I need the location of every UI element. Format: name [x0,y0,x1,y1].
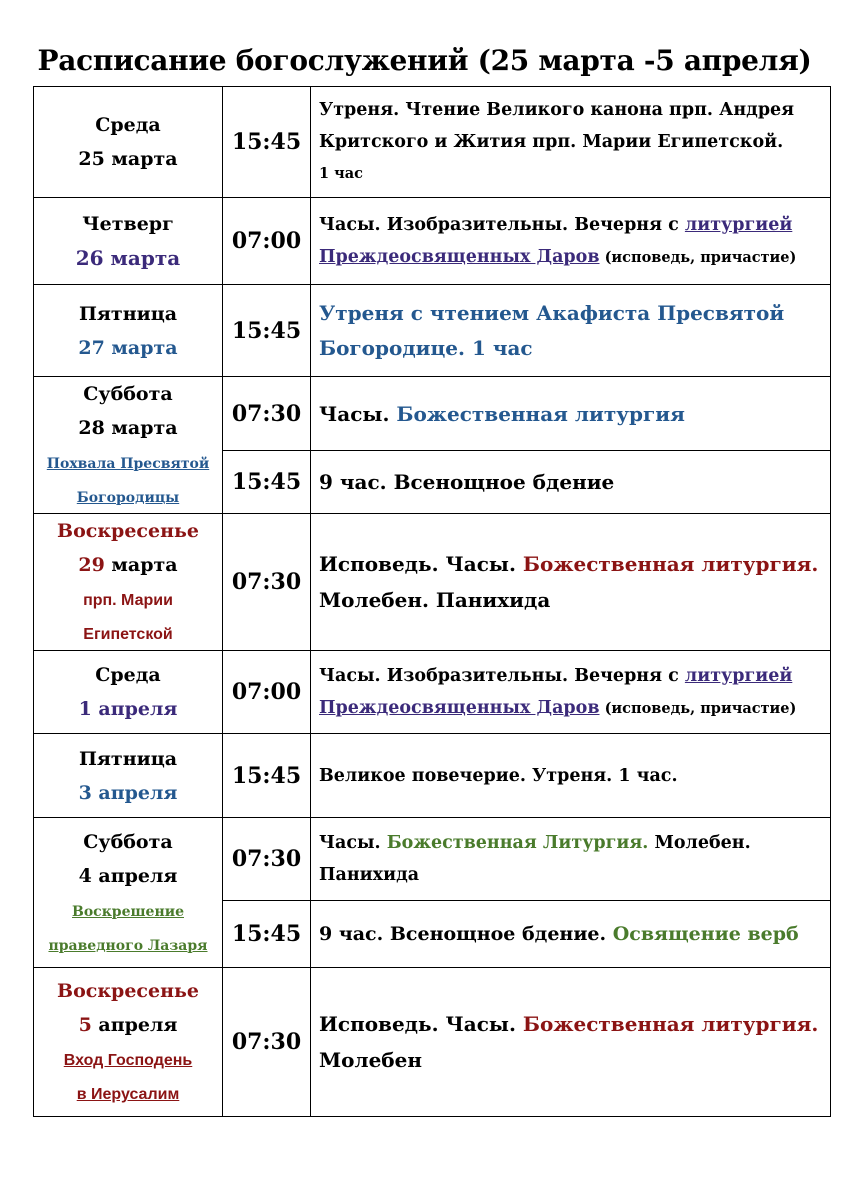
date: 26 марта [75,246,181,270]
palm-blessing-text: Освящение верб [612,923,799,945]
service-cell [311,818,831,901]
service-line: Богородице. 1 час [319,335,533,360]
service-line: Критского и Жития прп. Марии Египетской. [319,132,784,152]
feast-link[interactable]: праведного Лазаря [48,937,208,954]
day-cell [34,285,223,377]
time-cell: 07:00 [223,651,311,734]
day-cell [34,651,223,734]
service-line: Утреня. Чтение Великого канона прп. Андрея [319,100,795,120]
presanctified-link[interactable]: Преждеосвященных Даров [319,246,600,267]
day-cell [34,198,223,285]
service-line: Панихида [319,865,420,885]
date: 3 апреля [78,781,178,804]
service-line [319,660,824,692]
service-cell [311,968,831,1117]
month: марта [104,554,178,576]
weekday: Суббота [83,830,173,853]
service-line: Молебен. Панихида [319,588,551,612]
weekday: Пятница [78,302,178,325]
time-cell: 07:30 [223,818,311,901]
weekday: Воскресенье [57,980,199,1002]
liturgy-text: Божественная Литургия. [386,833,649,853]
table-row [34,651,831,734]
service-text: Часы. [319,833,387,853]
time-cell: 07:00 [223,198,311,285]
month: апреля [91,1014,178,1036]
time-cell: 15:45 [223,901,311,968]
service-line: Молебен [319,1048,423,1072]
service-cell: 9 час. Всенощное бдение [311,451,831,514]
time-cell: 15:45 [223,285,311,377]
service-text: Часы. [319,401,397,426]
day-cell [34,377,223,514]
day-cell [34,734,223,818]
liturgy-link[interactable]: литургией [684,214,793,235]
service-line [319,209,824,241]
feast-link[interactable]: Воскрешение [72,903,184,920]
service-line [319,827,824,859]
service-cell [311,377,831,451]
service-text: 9 час. Всенощное бдение. [319,923,613,945]
table-row [34,198,831,285]
time-cell: 07:30 [223,514,311,651]
service-note: (исповедь, причастие) [599,248,797,266]
weekday: Пятница [78,747,178,770]
date: 28 марта [78,417,178,439]
time-cell: 15:45 [223,734,311,818]
weekday: Среда [95,664,161,686]
service-text: Часы. Изобразительны. Вечерня с [319,214,685,235]
feast-name: Египетской [83,626,173,643]
weekday: Четверг [82,213,174,235]
service-line [319,241,824,274]
service-cell [311,651,831,734]
service-cell: Великое повечерие. Утреня. 1 час. [311,734,831,818]
time-cell: 07:30 [223,968,311,1117]
date [34,1008,222,1042]
date: 25 марта [78,148,178,170]
liturgy-text: Божественная литургия [396,401,685,426]
feast-link[interactable]: в Иерусалим [76,1086,180,1103]
feast-name: прп. Марии [83,592,173,609]
service-text: Молебен. [648,833,751,853]
day-cell [34,818,223,968]
day-number: 5 [78,1014,92,1036]
day-cell [34,968,223,1117]
page-title: Расписание богослужений (25 марта -5 апреля) [37,44,812,77]
table-row [34,285,831,377]
day-cell [34,87,223,198]
day-cell [34,514,223,651]
weekday: Среда [95,114,161,136]
date: 1 апреля [78,698,178,720]
feast-link[interactable]: Богородицы [76,490,180,506]
date [34,548,222,582]
service-cell [311,514,831,651]
service-line: Утреня с чтением Акафиста Пресвятой [319,300,785,325]
liturgy-text: Божественная литургия. [522,1012,819,1036]
weekday: Воскресенье [57,520,199,542]
date: 27 марта [78,336,178,359]
time-cell: 07:30 [223,377,311,451]
table-row [34,968,831,1117]
time-cell: 15:45 [223,451,311,514]
feast-link[interactable]: Похвала Пресвятой [46,456,210,472]
time-cell: 15:45 [223,87,311,198]
service-cell [311,198,831,285]
service-line: 1 час [319,165,363,182]
service-text: Исповедь. Часы. [319,552,523,576]
table-row [34,377,831,451]
schedule-table [33,86,831,1117]
table-row [34,734,831,818]
service-line [319,1006,824,1042]
liturgy-link[interactable]: литургией [684,665,793,686]
presanctified-link[interactable]: Преждеосвященных Даров [319,697,600,718]
service-cell [311,901,831,968]
table-row [34,818,831,901]
service-line [319,546,824,582]
table-row [34,87,831,198]
service-cell [311,285,831,377]
service-cell [311,87,831,198]
day-number: 29 [78,554,105,576]
service-text: Часы. Изобразительны. Вечерня с [319,665,685,686]
service-note: (исповедь, причастие) [599,699,797,717]
feast-link[interactable]: Вход Господень [63,1052,193,1069]
service-line [319,692,824,725]
weekday: Суббота [83,383,173,405]
table-row [34,514,831,651]
service-text: Исповедь. Часы. [319,1012,523,1036]
liturgy-text: Божественная литургия. [522,552,819,576]
date: 4 апреля [78,864,178,887]
